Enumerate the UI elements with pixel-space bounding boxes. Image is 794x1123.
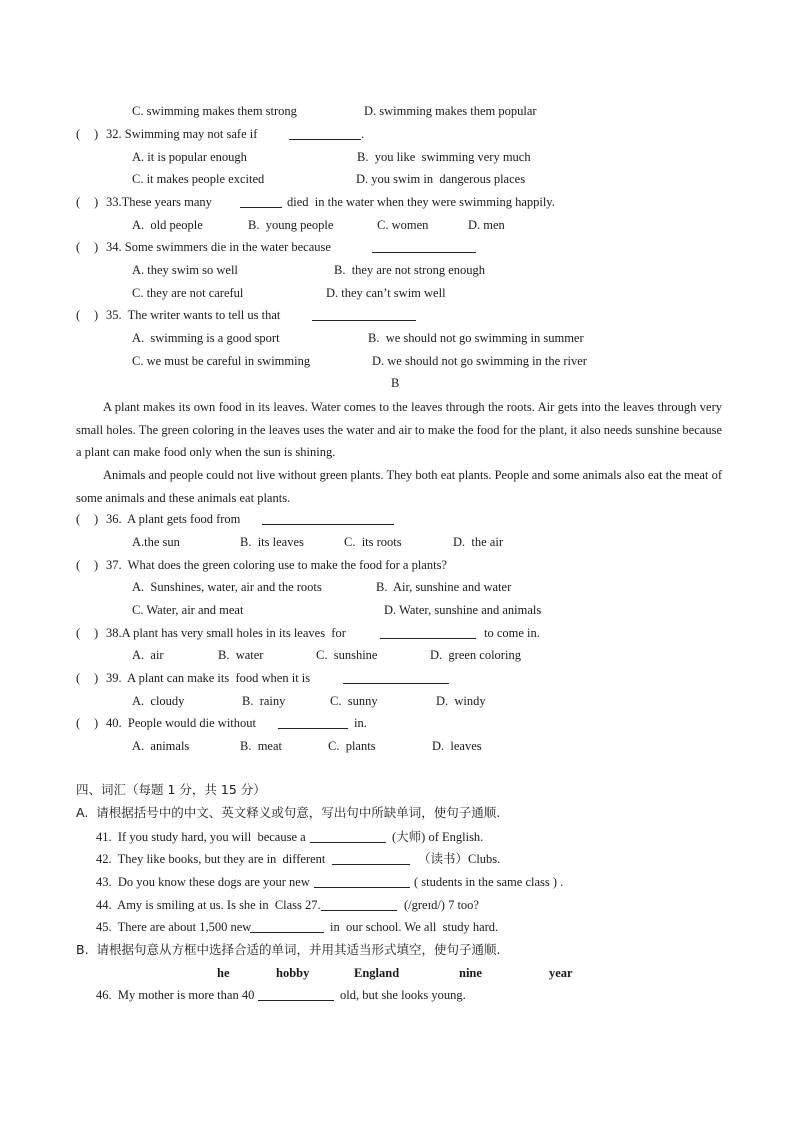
answer-blank[interactable] (314, 887, 410, 888)
text-line: C. sunshine (316, 648, 378, 662)
text-line: D. we should not go swimming in the river (372, 354, 587, 368)
text-line: D. they can’t swim well (326, 286, 446, 300)
text-line: ( (76, 240, 81, 254)
text-line: A. cloudy (132, 694, 185, 708)
text-line: B. young people (248, 218, 334, 232)
text-line: B. we should not go swimming in summer (368, 331, 584, 345)
text-line: C. sunny (330, 694, 378, 708)
text-line: ( (76, 671, 81, 685)
text-line: C. we must be careful in swimming (132, 354, 311, 368)
text-line: A. air (132, 648, 164, 662)
text-line: A. old people (132, 218, 203, 232)
text-line: B (391, 376, 400, 390)
text-line: 37. What does the green coloring use to make the food for a plants? (106, 558, 447, 572)
text-line: ) (94, 626, 99, 640)
text-line: ) (94, 195, 99, 209)
text-line: in. (354, 716, 367, 730)
answer-blank[interactable] (262, 524, 394, 525)
text-line: ) (94, 308, 99, 322)
text-line: 32. Swimming may not safe if (106, 127, 258, 141)
text-line: 44. Amy is smiling at us. Is she in Class 27. (96, 898, 321, 912)
answer-blank[interactable] (312, 320, 416, 321)
answer-blank[interactable] (258, 1000, 334, 1001)
text-line: D. the air (453, 535, 503, 549)
text-line: B. they are not strong enough (334, 263, 486, 277)
text-line: D. Water, sunshine and animals (384, 603, 542, 617)
answer-blank[interactable] (289, 139, 361, 140)
answer-blank[interactable] (240, 207, 282, 208)
text-line: ) (94, 240, 99, 254)
text-line: D. swimming makes them popular (364, 104, 537, 118)
text-line: A. they swim so well (132, 263, 238, 277)
text-line: A. swimming is a good sport (132, 331, 280, 345)
word-box-item: England (354, 966, 400, 980)
period-mark: . (361, 127, 365, 141)
answer-blank[interactable] (310, 842, 386, 843)
text-line: B. you like swimming very much (357, 150, 531, 164)
text-line: D. men (468, 218, 505, 232)
text-line: B. 请根据句意从方框中选择合适的单词，并用其适当形式填空，使句子通顺. (76, 942, 501, 957)
text-line: D. leaves (432, 739, 482, 753)
text-line: B. Air, sunshine and water (376, 580, 512, 594)
text-line: C. plants (328, 739, 376, 753)
text-line: 46. My mother is more than 40 (96, 988, 255, 1002)
text-line: 43. Do you know these dogs are your new (96, 875, 310, 889)
text-line: B. water (218, 648, 264, 662)
answer-blank[interactable] (343, 683, 449, 684)
text-line: 41. If you study hard, you will because a (96, 830, 306, 844)
passage-paragraph-2: Animals and people could not live without green plants. They both eat plants. People and some animals also eat the meat of some animals and these animals eat plants. (76, 468, 722, 505)
answer-blank[interactable] (321, 910, 397, 911)
text-line: ) (94, 558, 99, 572)
text-line: 33.These years many (106, 195, 212, 209)
answer-blank[interactable] (250, 932, 324, 933)
text-line: 42. They like books, but they are in different (96, 852, 326, 866)
word-box-item: hobby (276, 966, 310, 980)
text-line: ) (94, 512, 99, 526)
text-line: A. animals (132, 739, 190, 753)
text-line: 45. There are about 1,500 new (96, 920, 252, 934)
text-line: ( (76, 127, 81, 141)
text-line: A. Sunshines, water, air and the roots (132, 580, 322, 594)
answer-blank[interactable] (332, 864, 410, 865)
text-line: A. 请根据括号中的中文、英文释义或句意，写出句中所缺单词，使句子通顺. (76, 805, 501, 820)
text-line: ( (76, 716, 81, 730)
text-line: ( (76, 626, 81, 640)
text-line: (/greɪd/) 7 too? (404, 898, 479, 912)
text-line: ( (76, 558, 81, 572)
text-line: C. swimming makes them strong (132, 104, 297, 118)
text-line: 四、词汇（每题 1 分，共 15 分） (76, 782, 266, 797)
text-line: C. it makes people excited (132, 172, 265, 186)
text-line: C. its roots (344, 535, 402, 549)
text-line: ) (94, 671, 99, 685)
text-line: ( (76, 195, 81, 209)
word-box-item: he (217, 966, 230, 980)
text-line: died in the water when they were swimming happily. (287, 195, 555, 209)
text-line: ( students in the same class ) . (414, 875, 564, 889)
text-line: D. green coloring (430, 648, 521, 662)
text-line: ( (76, 308, 81, 322)
text-line: C. they are not careful (132, 286, 244, 300)
passage-paragraph-1: A plant makes its own food in its leaves. Water comes to the leaves through the roots. Air gets into the leaves through very small holes. The green coloring in the leaves uses the water and air to make the food for the plant, it also needs sunshine because a plant can make food only when the sun is shining. (76, 400, 722, 460)
text-line: 34. Some swimmers die in the water because (106, 240, 331, 254)
answer-blank[interactable] (372, 252, 476, 253)
text-line: ) (94, 716, 99, 730)
answer-blank[interactable] (380, 638, 476, 639)
word-box-item: nine (459, 966, 482, 980)
text-line: 40. People would die without (106, 716, 256, 730)
text-line: C. women (377, 218, 429, 232)
text-line: ( (76, 512, 81, 526)
text-line: in our school. We all study hard. (330, 920, 499, 934)
text-line: D. you swim in dangerous places (356, 172, 526, 186)
text-line: 35. The writer wants to tell us that (106, 308, 281, 322)
reading-passage-b (76, 396, 722, 510)
text-line: (大师) of English. (392, 830, 484, 844)
answer-blank[interactable] (278, 728, 348, 729)
text-line: ) (94, 127, 99, 141)
text-line: C. Water, air and meat (132, 603, 244, 617)
text-line: （读书）Clubs. (418, 852, 501, 866)
text-line: A.the sun (132, 535, 180, 549)
text-line: D. windy (436, 694, 486, 708)
text-line: 38.A plant has very small holes in its leaves for (106, 626, 346, 640)
text-line: old, but she looks young. (340, 988, 466, 1002)
text-line: 36. A plant gets food from (106, 512, 241, 526)
text-line: B. its leaves (240, 535, 304, 549)
text-line: 39. A plant can make its food when it is (106, 671, 311, 685)
text-line: B. meat (240, 739, 283, 753)
text-line: to come in. (484, 626, 540, 640)
text-line: A. it is popular enough (132, 150, 247, 164)
text-line: B. rainy (242, 694, 286, 708)
word-box-item: year (549, 966, 573, 980)
